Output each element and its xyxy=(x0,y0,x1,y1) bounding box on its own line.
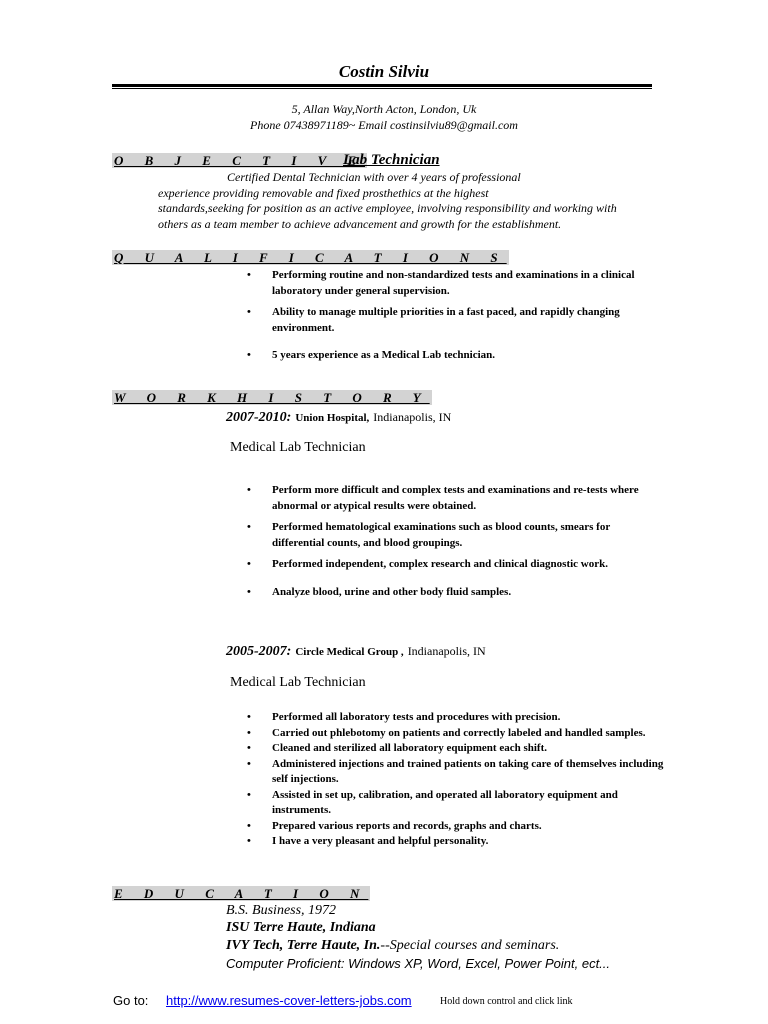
list-item: • Assisted in set up, calibration, and operated all laboratory equipment and instruments. xyxy=(247,788,618,816)
bullet-icon: • xyxy=(247,819,251,832)
list-item: • Cleaned and sterilized all laboratory equipment each shift. xyxy=(247,741,667,757)
list-item: • Performed hematological examinations such as blood counts, smears for differential counts, and blood groupings. xyxy=(247,521,611,549)
bullet-icon: • xyxy=(247,711,251,723)
resume-site-link[interactable]: http://www.resumes-cover-letters-jobs.com xyxy=(166,993,412,1008)
address: 5, Allan Way,North Acton, London, Uk xyxy=(291,102,477,116)
resume-name: Costin Silviu xyxy=(338,62,430,81)
job-org: Circle Medical Group , xyxy=(295,646,404,658)
objective-heading: O B J E C T I V E xyxy=(114,153,366,168)
bullet-icon: • xyxy=(247,726,251,739)
job-duties-list xyxy=(247,483,642,600)
education-heading: E D U C A T I O N xyxy=(114,886,369,901)
list-item: • Carried out phlebotomy on patients and correctly labeled and handled samples. xyxy=(247,726,667,742)
bullet-icon: • xyxy=(247,558,251,570)
bullet-icon: • xyxy=(247,349,251,361)
list-item: • Administered injections and trained patients on taking care of themselves including self injections. xyxy=(247,757,664,785)
objective-line: experience providing removable and fixed prosthethics at the highest xyxy=(158,186,489,200)
job-title: Medical Lab Technician xyxy=(230,675,366,690)
objective-line: Certified Dental Technician with over 4 years of professional xyxy=(227,170,521,184)
qualifications-heading: Q U A L I F I C A T I O N S xyxy=(114,250,507,265)
bullet-icon: • xyxy=(247,788,251,801)
bullet-icon: • xyxy=(247,757,251,770)
bullet-icon: • xyxy=(247,521,251,533)
list-item: • Prepared various reports and records, graphs and charts. xyxy=(247,819,667,835)
list-item: • Performed independent, complex research and clinical diagnostic work. xyxy=(247,557,642,573)
bullet-icon: • xyxy=(247,835,251,847)
list-item: • 5 years experience as a Medical Lab technician. xyxy=(247,348,657,364)
list-item: • Performing routine and non-standardized tests and examinations in a clinical laboratory under general supervision. xyxy=(247,269,635,297)
job-location: Indianapolis, IN xyxy=(373,410,452,424)
objective-title: Lab Technician xyxy=(343,152,440,168)
job-location: Indianapolis, IN xyxy=(407,644,486,658)
list-item: • Ability to manage multiple priorities in a fast paced, and rapidly changing environment. xyxy=(247,306,620,334)
qualifications-list xyxy=(247,268,657,364)
objective-line: standards,seeking for position as an active employee, involving responsibility and working with xyxy=(158,201,617,215)
job-years: 2007-2010: xyxy=(226,410,292,425)
job-years: 2005-2007: xyxy=(226,644,292,659)
list-item: • Analyze blood, urine and other body fluid samples. xyxy=(247,585,642,601)
job-title: Medical Lab Technician xyxy=(230,440,366,455)
job-header xyxy=(226,408,451,426)
bullet-icon: • xyxy=(247,585,251,598)
bullet-icon: • xyxy=(247,742,251,754)
phone-email: Phone 07438971189~ Email costinsilviu89@gmail.com xyxy=(250,118,518,132)
goto-label: Go to: xyxy=(113,993,149,1008)
job-header xyxy=(226,642,486,660)
bullet-icon: • xyxy=(247,484,251,496)
education-ivy xyxy=(226,938,559,954)
objective-line: others as a team member to achieve advancement and growth for the establishment. xyxy=(158,217,562,231)
bullet-icon: • xyxy=(247,269,251,281)
header-rule xyxy=(112,84,652,87)
education-ivy-school: IVY Tech, Terre Haute, In. xyxy=(226,938,381,953)
link-hint: Hold down control and click link xyxy=(440,996,573,1007)
education-school: ISU Terre Haute, Indiana xyxy=(226,920,376,935)
education-degree: B.S. Business, 1972 xyxy=(226,903,337,918)
computer-skills: Computer Proficient: Windows XP, Word, Excel, Power Point, ect... xyxy=(226,956,611,971)
header-rule-thin xyxy=(112,88,652,89)
job-duties-list xyxy=(247,710,667,850)
list-item: • Performed all laboratory tests and procedures with precision. xyxy=(247,710,667,726)
education-ivy-detail: --Special courses and seminars. xyxy=(380,938,560,953)
list-item: • Perform more difficult and complex tests and examinations and re-tests where abnormal or atypical results were obtained. xyxy=(247,484,639,512)
work-history-heading: W O R K H I S T O R Y xyxy=(114,390,430,405)
job-org: Union Hospital, xyxy=(295,412,370,424)
bullet-icon: • xyxy=(247,306,251,318)
list-item: • I have a very pleasant and helpful personality. xyxy=(247,834,667,850)
